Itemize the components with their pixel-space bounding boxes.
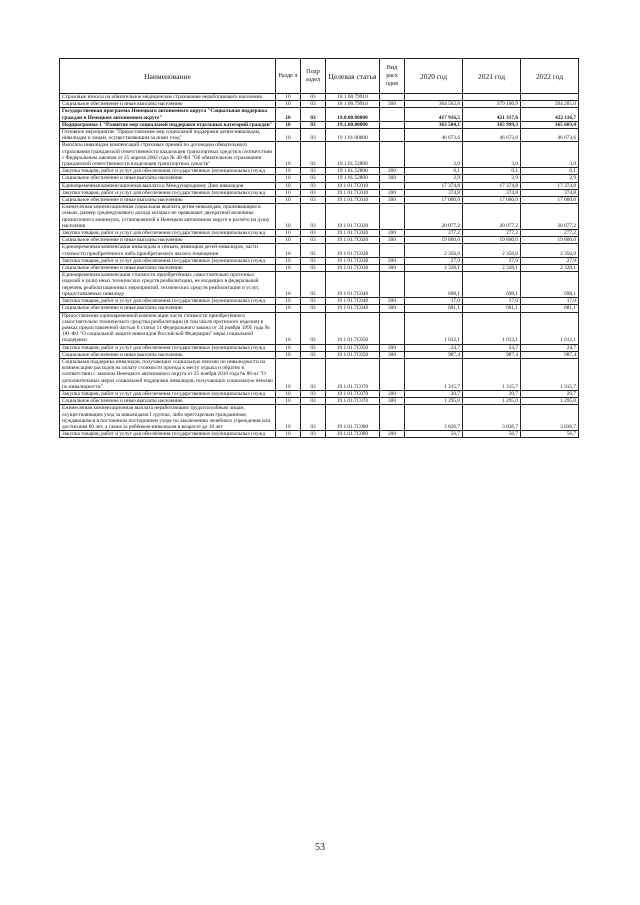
row-name: Закупка товаров, работ и услуг для обеспечения государственных (муниципальных) нужд (60, 168, 276, 175)
row-value-2021: 365 999,3 (463, 121, 521, 128)
table-row (60, 197, 579, 204)
row-razdel: 10 (276, 230, 301, 237)
row-value-2022: 20,7 (521, 390, 579, 397)
row-target: 19 1 01.7С020 (326, 230, 380, 237)
row-value-2021 (463, 94, 521, 101)
row-vid (380, 129, 405, 142)
row-razdel: 10 (276, 175, 301, 182)
row-name: Социальное обеспечение и иные выплаты населению (60, 305, 276, 312)
row-value-2020: 3,0 (405, 142, 463, 168)
row-value-2022: 1 295,0 (521, 398, 579, 405)
row-podrazdel: 03 (301, 305, 326, 312)
row-podrazdel: 03 (301, 237, 326, 244)
row-name: Страховые взносы на обязательное медицинское страхование неработающего населения (60, 94, 276, 101)
row-value-2020: 417 916,5 (405, 108, 463, 121)
row-razdel: 10 (276, 189, 301, 196)
row-value-2020: 681,1 (405, 305, 463, 312)
table-row (60, 351, 579, 358)
table-row (60, 298, 579, 305)
row-target: 19.1.01.7С080 (326, 431, 380, 438)
row-vid: 200 (380, 168, 405, 175)
row-target: 18 1 00.79910 (326, 101, 380, 108)
row-podrazdel: 03 (301, 272, 326, 298)
row-value-2021: 1 012,1 (463, 312, 521, 344)
row-razdel: 10 (276, 390, 301, 397)
row-podrazdel: 03 (301, 230, 326, 237)
row-target: 19 1 01.7С010 (326, 197, 380, 204)
table-row (60, 175, 579, 182)
table-row (60, 312, 579, 344)
row-value-2020: 27,9 (405, 257, 463, 264)
row-value-2022: 24,7 (521, 344, 579, 351)
row-target: 19 1 01.7С080 (326, 405, 380, 431)
row-value-2021: 17 000,0 (463, 197, 521, 204)
header-podrazdel: Подр аздел (301, 59, 326, 94)
page-number: 53 (315, 842, 325, 853)
table-row (60, 244, 579, 257)
row-name: Подпрограмма 1 "Развитие мер социальной поддержки отдельных категорий граждан" (60, 121, 276, 128)
table-row (60, 204, 579, 230)
table-row (60, 390, 579, 397)
table-row (60, 189, 579, 196)
row-podrazdel: 03 (301, 390, 326, 397)
row-razdel: 10 (276, 305, 301, 312)
row-value-2021: 421 317,6 (463, 108, 521, 121)
header-razdel: Разде л (276, 59, 301, 94)
header-vid: Вид расх одов (380, 59, 405, 94)
row-value-2022: 27,9 (521, 257, 579, 264)
row-vid: 200 (380, 390, 405, 397)
row-name: Социальное обеспечение и иные выплаты населению (60, 175, 276, 182)
row-target: 19 1 01.7С040 (326, 298, 380, 305)
table-row (60, 358, 579, 390)
row-vid (380, 312, 405, 344)
row-value-2020: 374,8 (405, 189, 463, 196)
row-name: Предоставление единовременной компенсации части стоимости приобретённого самостоятельно технического средства реабилитации (в том числе протезного изделия) в рамках предоставленной частью 6 статьи 11 Федерального закона от 24 ноября 1995 года № 181-ФЗ "О социальной защите инвалидов Российской Федерации" меры социальной поддержки (60, 312, 276, 344)
row-value-2020: 20,7 (405, 390, 463, 397)
row-vid: 300 (380, 197, 405, 204)
row-value-2021: 987,4 (463, 351, 521, 358)
row-value-2021: 19 800,0 (463, 237, 521, 244)
header-target: Целевая статья (326, 59, 380, 94)
row-vid: 300 (380, 351, 405, 358)
row-name: Социальное обеспечение и иные выплаты населению (60, 351, 276, 358)
row-value-2022: 56,7 (521, 431, 579, 438)
row-value-2020: 364 562,8 (405, 101, 463, 108)
row-podrazdel: 03 (301, 431, 326, 438)
row-target: 19 1 01.7С020 (326, 204, 380, 230)
row-name: Закупка товаров, работ и услуг для обеспечения государственных (муниципальных) нужд (60, 344, 276, 351)
row-razdel: 10 (276, 351, 301, 358)
header-2021: 2021 год (463, 59, 521, 94)
row-podrazdel: 03 (301, 175, 326, 182)
row-name: Закупка товаров, работ и услуг для обеспечения государственных (муниципальных) нужд (60, 298, 276, 305)
row-razdel: 10 (276, 108, 301, 121)
table-row (60, 108, 579, 121)
row-vid (380, 405, 405, 431)
row-name: Социальное обеспечение и иные выплаты населению (60, 265, 276, 272)
row-name: Выплаты инвалидам компенсаций страховых премий по договорам обязательного страхования гражданской ответственности владельцев транспортных средств в соответствии с Федеральным законом от 25 апреля 2002 года № 40-ФЗ "Об обязательном страховании гражданской ответственности владельцев транспортных средств" (60, 142, 276, 168)
row-vid: 300 (380, 175, 405, 182)
row-podrazdel: 03 (301, 298, 326, 305)
row-target: 19.0.00.00000 (326, 108, 380, 121)
row-value-2022: 987,4 (521, 351, 579, 358)
row-name: Закупка товаров, работ и услуг для обеспечения государственных (муниципальных) нужд (60, 431, 276, 438)
row-podrazdel: 03 (301, 189, 326, 196)
row-razdel: 10 (276, 204, 301, 230)
row-value-2022: 365 603,4 (521, 121, 579, 128)
row-target: 19 1 01.7С030 (326, 265, 380, 272)
row-value-2020: 698,1 (405, 272, 463, 298)
row-podrazdel: 03 (301, 168, 326, 175)
row-vid: 200 (380, 257, 405, 264)
row-value-2021: 0,1 (463, 168, 521, 175)
row-value-2020: 1 295,0 (405, 398, 463, 405)
header-row (60, 59, 579, 94)
row-razdel: 10 (276, 237, 301, 244)
row-target: 19 1 01.7С010 (326, 189, 380, 196)
row-value-2020: 19 800,0 (405, 237, 463, 244)
table-row (60, 272, 579, 298)
row-razdel: 10 (276, 272, 301, 298)
row-value-2020: 56,7 (405, 431, 463, 438)
row-target: 19 1 01.7С040 (326, 305, 380, 312)
row-podrazdel: 03 (301, 108, 326, 121)
row-value-2021: 374,8 (463, 189, 521, 196)
table-row (60, 168, 579, 175)
row-vid: 300 (380, 305, 405, 312)
row-vid (380, 358, 405, 390)
row-razdel: 10 (276, 182, 301, 189)
row-razdel: 10 (276, 129, 301, 142)
row-target: 19.1.00.00000 (326, 121, 380, 128)
row-podrazdel: 03 (301, 351, 326, 358)
row-value-2020: 1 315,7 (405, 358, 463, 390)
row-vid: 300 (380, 265, 405, 272)
row-name: Единовременная компенсация стоимости приобретённых самостоятельно протезных изделий и (или) иных технических средств реабилитации, не входящих в федеральный перечень реабилитационных мероприятий, технических средств реабилитации и услуг, предоставляемых инвалиду (60, 272, 276, 298)
header-2022: 2022 год (521, 59, 579, 94)
row-value-2020: 1 012,1 (405, 312, 463, 344)
table-row (60, 121, 579, 128)
row-podrazdel: 03 (301, 204, 326, 230)
row-value-2021: 20 077,2 (463, 204, 521, 230)
row-vid (380, 272, 405, 298)
row-vid (380, 94, 405, 101)
row-value-2020: 17,0 (405, 298, 463, 305)
row-value-2020: 3 836,7 (405, 405, 463, 431)
row-vid: 200 (380, 189, 405, 196)
row-podrazdel: 03 (301, 129, 326, 142)
row-podrazdel: 03 (301, 265, 326, 272)
row-target: 19 1 01.00000 (326, 129, 380, 142)
row-value-2022: 3,0 (521, 142, 579, 168)
row-target: 19 1 01.7С050 (326, 344, 380, 351)
row-value-2020: 17 000,0 (405, 197, 463, 204)
table-row (60, 265, 579, 272)
row-vid: 200 (380, 344, 405, 351)
table-row (60, 94, 579, 101)
row-value-2022: 0,1 (521, 168, 579, 175)
header-name: Наименование (60, 59, 276, 94)
row-name: Государственная программа Ненецкого автономного округа "Социальная поддержка граждан в Ненецком автономном округе" (60, 108, 276, 121)
row-value-2021: 379 106,9 (463, 101, 521, 108)
row-vid (380, 204, 405, 230)
row-value-2022: 1 315,7 (521, 358, 579, 390)
row-podrazdel: 03 (301, 312, 326, 344)
row-name: Ежемесячная компенсационная выплата неработающим трудоспособным лицам, осуществляющим уход за инвалидами I группы, либо престарелым гражданином, нуждающимся в постоянном постороннем уходе по заключению лечебного учреждения или достигшим 80 лет, а также за ребёнком-инвалидом в возрасте до 18 лет (60, 405, 276, 431)
row-value-2021: 1 315,7 (463, 358, 521, 390)
row-value-2021: 27,9 (463, 257, 521, 264)
row-value-2021: 20,7 (463, 390, 521, 397)
row-target: 19 1 01.7С010 (326, 182, 380, 189)
row-podrazdel: 03 (301, 197, 326, 204)
row-name: Ежемесячная компенсационная социальная выплата детям-инвалидам, проживающим в семьях, размер среднедушевого дохода которых не превышает двукратной величины прожиточного минимума, установленной в Ненецком автономном округе в расчёте на душу населения (60, 204, 276, 230)
row-value-2022: 3 836,7 (521, 405, 579, 431)
row-target: 19.1.01.52800 (326, 142, 380, 168)
row-razdel: 10 (276, 398, 301, 405)
row-vid (380, 121, 405, 128)
table-row (60, 182, 579, 189)
row-target: 19 1 01.7С020 (326, 237, 380, 244)
row-value-2021: 3 836,7 (463, 405, 521, 431)
row-value-2022: 17 374,8 (521, 182, 579, 189)
row-podrazdel: 03 (301, 121, 326, 128)
table-body (60, 94, 579, 438)
row-target: 19 1 01.7С030 (326, 257, 380, 264)
row-value-2021: 24,7 (463, 344, 521, 351)
row-value-2022: 681,1 (521, 305, 579, 312)
row-podrazdel: 03 (301, 398, 326, 405)
row-podrazdel: 03 (301, 405, 326, 431)
row-name: Социальная поддержка инвалидов, получающих социальную пенсию по инвалидности на компенсацию расходов на оплату стоимости проезда к месту отдыха и обратно в соответствии с законом Ненецкого автономного округа от 25 ноября 2010 года № 86-оз "О дополнительных мерах социальной поддержки инвалидов, получающих социальную пенсию по инвалидности" (60, 358, 276, 390)
table-row (60, 398, 579, 405)
row-target: 19.1.01.7С070 (326, 358, 380, 390)
row-razdel: 10 (276, 265, 301, 272)
row-value-2022: 277,2 (521, 230, 579, 237)
row-target: 19 1 01.7С040 (326, 272, 380, 298)
row-value-2022: 2 328,1 (521, 265, 579, 272)
row-value-2020: 2 356,0 (405, 244, 463, 257)
table-row (60, 344, 579, 351)
table-row (60, 431, 579, 438)
row-value-2020: 0,1 (405, 168, 463, 175)
row-podrazdel: 03 (301, 101, 326, 108)
row-razdel: 10 (276, 101, 301, 108)
row-value-2022: 17 000,0 (521, 197, 579, 204)
row-razdel: 10 (276, 94, 301, 101)
row-value-2021: 17,0 (463, 298, 521, 305)
row-value-2022: 17,0 (521, 298, 579, 305)
row-podrazdel: 03 (301, 94, 326, 101)
row-razdel: 10 (276, 431, 301, 438)
table-row (60, 405, 579, 431)
row-podrazdel: 03 (301, 244, 326, 257)
row-value-2020: 17 374,8 (405, 182, 463, 189)
row-value-2022: 394 285,0 (521, 101, 579, 108)
row-name: Закупка товаров, работ и услуг для обеспечения государственных (муниципальных) нужд (60, 257, 276, 264)
row-name: Единовременная компенсация инвалидам и семьям, имеющим детей-инвалидов, части стоимости приобретённого либо приобретаемого жилого помещения (60, 244, 276, 257)
row-value-2021: 681,1 (463, 305, 521, 312)
row-razdel: 10 (276, 142, 301, 168)
row-vid: 300 (380, 398, 405, 405)
row-name: Социальное обеспечение и иные выплаты населению (60, 101, 276, 108)
row-target: 19 1 01.52800 (326, 168, 380, 175)
row-value-2022 (521, 94, 579, 101)
row-value-2020: 363 504,1 (405, 121, 463, 128)
row-name: Закупка товаров, работ и услуг для обеспечения государственных (муниципальных) нужд (60, 230, 276, 237)
row-value-2022: 19 800,0 (521, 237, 579, 244)
row-value-2020: 24,7 (405, 344, 463, 351)
row-name: Социальное обеспечение и иные выплаты населению (60, 398, 276, 405)
row-razdel: 10 (276, 344, 301, 351)
table-row (60, 101, 579, 108)
row-value-2022: 698,1 (521, 272, 579, 298)
row-target: 19 1 01.7С030 (326, 244, 380, 257)
row-value-2020: 277,2 (405, 230, 463, 237)
row-razdel: 10 (276, 405, 301, 431)
row-vid (380, 108, 405, 121)
row-razdel: 10 (276, 358, 301, 390)
row-value-2022: 374,8 (521, 189, 579, 196)
row-value-2020: 2 328,1 (405, 265, 463, 272)
row-podrazdel: 03 (301, 142, 326, 168)
row-vid: 200 (380, 298, 405, 305)
table-row (60, 305, 579, 312)
row-razdel: 10 (276, 121, 301, 128)
row-value-2020: 20 077,2 (405, 204, 463, 230)
row-value-2022: 20 077,2 (521, 204, 579, 230)
row-value-2021: 1 295,0 (463, 398, 521, 405)
row-value-2022: 2,9 (521, 175, 579, 182)
row-name: Социальное обеспечение и иные выплаты населению (60, 197, 276, 204)
row-value-2022: 46 673,6 (521, 129, 579, 142)
row-value-2021: 2 328,1 (463, 265, 521, 272)
row-name: Социальное обеспечение и иные выплаты населению (60, 237, 276, 244)
row-value-2020: 987,4 (405, 351, 463, 358)
row-value-2021: 46 673,6 (463, 129, 521, 142)
row-razdel: 10 (276, 244, 301, 257)
row-target: 19 1 01.52800 (326, 175, 380, 182)
row-target: 18 1 00.79910 (326, 94, 380, 101)
row-value-2021: 17 374,8 (463, 182, 521, 189)
row-podrazdel: 03 (301, 182, 326, 189)
row-vid (380, 182, 405, 189)
row-value-2022: 422 116,7 (521, 108, 579, 121)
row-vid: 200 (380, 431, 405, 438)
row-value-2021: 56,7 (463, 431, 521, 438)
row-target: 19 1 01.7С050 (326, 312, 380, 344)
row-name: Основное мероприятие "Предоставление мер социальной поддержки детям-инвалидам, инвалидам и лицам, осуществляющим за ними уход" (60, 129, 276, 142)
table-row (60, 129, 579, 142)
row-value-2020 (405, 94, 463, 101)
row-vid (380, 142, 405, 168)
table-row (60, 142, 579, 168)
row-target: 19 1 01.7С070 (326, 398, 380, 405)
row-value-2021: 3,0 (463, 142, 521, 168)
row-value-2020: 46 673,6 (405, 129, 463, 142)
row-value-2021: 277,2 (463, 230, 521, 237)
row-value-2021: 2,9 (463, 175, 521, 182)
row-razdel: 10 (276, 298, 301, 305)
header-2020: 2020 год (405, 59, 463, 94)
row-razdel: 10 (276, 197, 301, 204)
row-vid: 300 (380, 101, 405, 108)
row-vid: 300 (380, 237, 405, 244)
row-target: 19 1 01.7С070 (326, 390, 380, 397)
row-podrazdel: 03 (301, 257, 326, 264)
table-row (60, 257, 579, 264)
row-razdel: 10 (276, 168, 301, 175)
table-row (60, 230, 579, 237)
row-value-2022: 2 356,0 (521, 244, 579, 257)
row-value-2022: 1 012,1 (521, 312, 579, 344)
row-vid: 200 (380, 230, 405, 237)
row-name: Закупка товаров, работ и услуг для обеспечения государственных (муниципальных) нужд (60, 189, 276, 196)
row-vid (380, 244, 405, 257)
table-row (60, 237, 579, 244)
row-podrazdel: 03 (301, 358, 326, 390)
budget-table (59, 58, 579, 438)
row-target: 19 1 01.7С050 (326, 351, 380, 358)
row-name: Закупка товаров, работ и услуг для обеспечения государственных (муниципальных) нужд (60, 390, 276, 397)
row-razdel: 10 (276, 257, 301, 264)
row-value-2020: 2,9 (405, 175, 463, 182)
row-value-2021: 2 356,0 (463, 244, 521, 257)
row-name: Единовременная компенсационная выплата к Международному Дню инвалидов (60, 182, 276, 189)
row-razdel: 10 (276, 312, 301, 344)
row-podrazdel: 03 (301, 344, 326, 351)
row-value-2021: 698,1 (463, 272, 521, 298)
